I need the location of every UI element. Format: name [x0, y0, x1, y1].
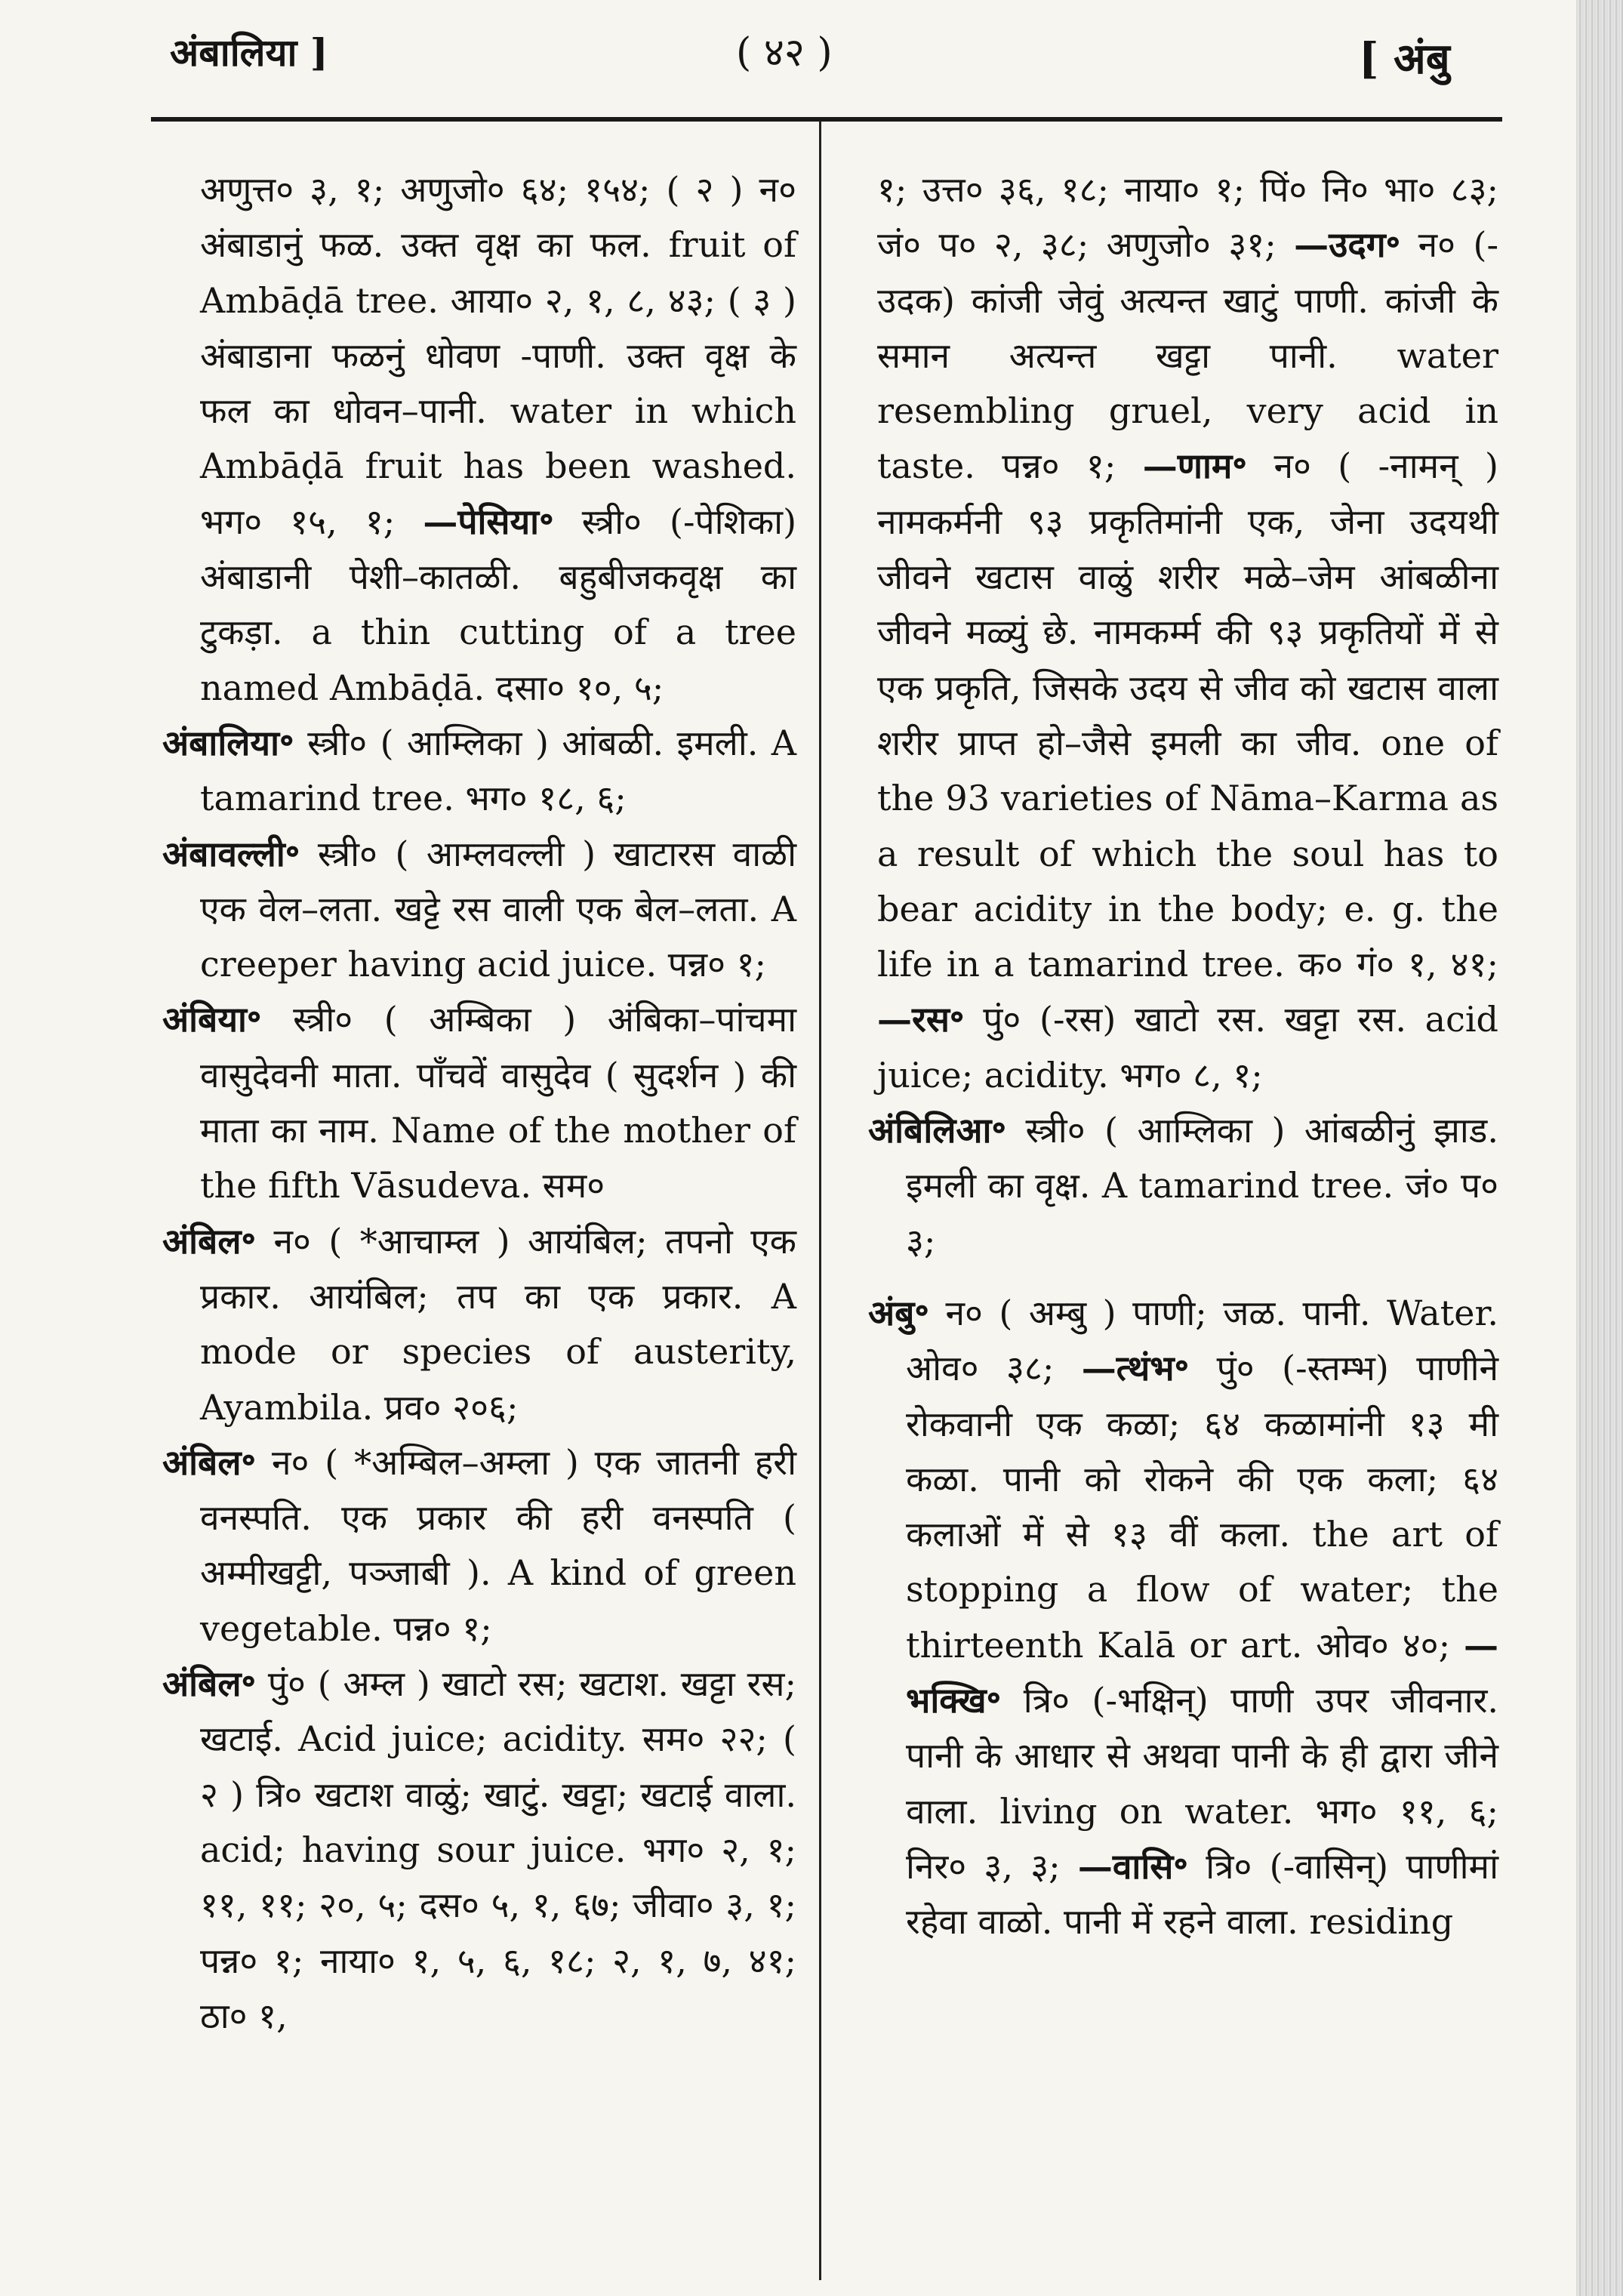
entry	[162, 1214, 796, 1435]
entry	[868, 1286, 1498, 1950]
sub-headword: —पेसिया॰	[423, 501, 554, 542]
sub-entry-text: त्रि० (-भक्षिन्) पाणी उपर जीवनार. पानी के आधार से अथवा पानी के ही द्वारा जीने वाला. living on water. भग० ११, ६; निर० ३, ३;	[906, 1680, 1499, 1887]
headword: अंबिल॰	[162, 1220, 257, 1262]
page-edge	[1576, 0, 1623, 2296]
header-rule	[151, 117, 1502, 122]
headword: अंबालिया॰	[162, 722, 294, 763]
sub-entry-text: पुं० (-रस) खाटो रस. खट्टा रस. acid juice; acidity. भग० ८, १;	[877, 999, 1498, 1096]
headword: अंबिलिआ॰	[868, 1110, 1007, 1151]
headword: अंबिया॰	[162, 999, 262, 1040]
sub-entry-text: पुं० (-स्तम्भ) पाणीने रोकवानी एक कळा; ६४ कळामांनी १३ मी कळा. पानी को रोकने की एक कला; ६४ कलाओं में से १३ वीं कला. the art of stopping a flow of water; the thirteenth Kalā or art. ओव० ४०;	[906, 1348, 1499, 1666]
entry	[162, 1657, 796, 2044]
continued-entry	[162, 162, 796, 716]
entry-text: अणुत्त० ३, १; अणुजो० ६४; १५४; ( २ ) न० अंबाडानुं फळ. उक्त वृक्ष का फल. fruit of Ambāḍā tree. आया० २, १, ८, ४३; ( ३ ) अंबाडाना फळनुं धोवण -पाणी. उक्त वृक्ष के फल का धोवन–पानी. water in which Ambāḍā fruit has been washed. भग० १५, १;	[200, 169, 796, 542]
continued-entry	[868, 162, 1498, 1103]
entry	[162, 992, 796, 1213]
sub-entry-text: त्रि० (-वासिन्) पाणीमां रहेवा वाळो. पानी में रहने वाला. residing	[906, 1845, 1498, 1943]
sub-headword: —त्थंभ॰	[1081, 1348, 1190, 1389]
entry-text: स्त्री० ( आम्लवल्ली ) खाटारस वाळी एक वेल–लता. खट्टे रस वाली एक बेल–लता. A creeper having acid juice. पन्न० १;	[200, 833, 796, 985]
right-column	[868, 162, 1498, 1950]
entry-text: स्त्री० ( अम्बिका ) अंबिका–पांचमा वासुदेवनी माता. पाँचवें वासुदेव ( सुदर्शन ) की माता का नाम. Name of the mother of the fifth Vāsudeva. सम०	[200, 999, 796, 1207]
entry	[868, 1103, 1498, 1269]
entry	[162, 827, 796, 993]
sub-headword: —रस॰	[877, 999, 965, 1040]
left-column	[162, 162, 796, 2044]
entry	[162, 716, 796, 827]
column-divider	[819, 121, 821, 2280]
sub-headword: —णाम॰	[1142, 445, 1248, 487]
entry-text: न० ( *आचाम्ल ) आयंबिल; तपनो एक प्रकार. आयंबिल; तप का एक प्रकार. A mode or species of austerity, Ayambila. प्रव० २०६;	[200, 1220, 796, 1428]
sub-entry-text: स्त्री० (-पेशिका) अंबाडानी पेशी–कातळी. बहुबीजकवृक्ष का टुकड़ा. a thin cutting of a tree named Ambāḍā. दसा० १०, ५;	[200, 501, 797, 708]
entry-text: पुं० ( अम्ल ) खाटो रस; खटाश. खट्टा रस; खटाई. Acid juice; acidity. सम० २२; ( २ ) त्रि० खटाश वाळुं; खाटुं. खट्टा; खटाई वाला. acid; having sour juice. भग० २, १; ११, ११; २०, ५; दस० ५, १, ६७; जीवा० ३, १; पन्न० १; नाया० १, ५, ६, १८; २, १, ७, ४१; ठा० १,	[200, 1663, 796, 2036]
entry-text: न० ( अम्बु ) पाणी; जळ. पानी. Water. ओव० ३८;	[906, 1292, 1498, 1389]
headword: अंबिल॰	[162, 1441, 257, 1483]
entry-gap	[868, 1269, 1498, 1286]
header-right-guideword: [ अंबु	[1359, 34, 1450, 84]
headword: अंबिल॰	[162, 1663, 257, 1705]
sub-headword: —भक्खि॰	[906, 1624, 1498, 1721]
sub-headword: —उदग॰	[1294, 224, 1401, 266]
entry-text: न० ( *अम्बिल–अम्ला ) एक जातनी हरी वनस्पति. एक प्रकार की हरी वनस्पति ( अम्मीखट्टी, पञ्जाबी ). A kind of green vegetable. पन्न० १;	[200, 1441, 797, 1649]
sub-headword: —वासि॰	[1077, 1845, 1188, 1887]
sub-entry-text: न० (-उदक) कांजी जेवुं अत्यन्त खाटुं पाणी. कांजी के समान अत्यन्त खट्टा पानी. water resembling gruel, very acid in taste. पन्न० १;	[877, 224, 1498, 487]
entry-text: स्त्री० ( आम्लिका ) आंबळीनुं झाड. इमली का वृक्ष. A tamarind tree. जं० प० ३;	[906, 1110, 1498, 1262]
entry-text: १; उत्त० ३६, १८; नाया० १; पिं० नि० भा० ८३; जं० प० २, ३८; अणुजो० ३१;	[877, 169, 1498, 266]
page-number: ( ४२ )	[736, 30, 833, 76]
headword: अंबु॰	[868, 1292, 930, 1333]
entry	[162, 1435, 796, 1657]
headword: अंबावल्ली॰	[162, 833, 300, 874]
header-left-guideword: अंबालिया ]	[170, 30, 328, 75]
entry-text: स्त्री० ( आम्लिका ) आंबळी. इमली. A tamarind tree. भग० १८, ६;	[200, 722, 797, 819]
sub-entry-text: न० ( -नामन् ) नामकर्मनी ९३ प्रकृतिमांनी एक, जेना उदयथी जीवने खटास वाळुं शरीर मळे–जेम आंबळीना जीवने मळ्युं छे. नामकर्म्म की ९३ प्रकृतियों में से एक प्रकृति, जिसके उदय से जीव को खटास वाला शरीर प्राप्त हो–जैसे इमली का जीव. one of the 93 varieties of Nāma–Karma as a result of which the soul has to bear acidity in the body; e. g. the life in a tamarind tree. क० गं० १, ४१;	[877, 445, 1499, 985]
